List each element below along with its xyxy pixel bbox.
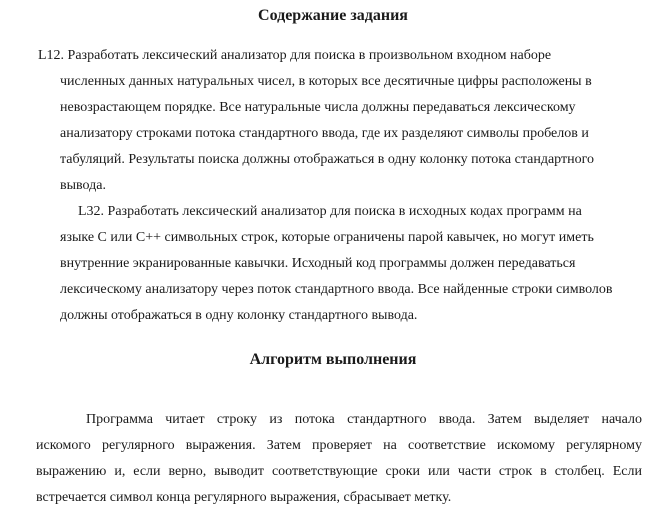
section-heading-task: Содержание задания — [258, 7, 408, 24]
text-line: искомого регулярного выражения. Затем проверяет на соответствие искомому регулярному — [36, 438, 642, 453]
text-line: внутренние экранированные кавычки. Исходный код программы должен передаваться — [60, 256, 576, 271]
text-line: численных данных натуральных чисел, в которых все десятичные цифры расположены в — [60, 74, 592, 89]
text-line: табуляций. Результаты поиска должны отображаться в одну колонку потока стандартного — [60, 152, 594, 167]
text-line: анализатору строками потока стандартного ввода, где их разделяют символы пробелов и — [60, 126, 589, 141]
text-line: L12. Разработать лексический анализатор для поиска в произвольном входном наборе — [38, 48, 552, 63]
section-heading-algorithm: Алгоритм выполнения — [249, 351, 417, 368]
text-line: языке С или С++ символьных строк, которые ограничены парой кавычек, но могут иметь — [60, 230, 594, 245]
text-line: лексическому анализатору через поток стандартного ввода. Все найденные строки символов — [60, 282, 613, 297]
text-line: должны отображаться в одну колонку стандартного вывода. — [60, 308, 418, 323]
text-line: L32. Разработать лексический анализатор для поиска в исходных кодах программ на — [78, 204, 582, 219]
text-line: встречается символ конца регулярного выражения, сбрасывает метку. — [36, 490, 452, 505]
text-line: невозрастающем порядке. Все натуральные числа должны передаваться лексическому — [60, 100, 576, 115]
text-line: вывода. — [60, 178, 106, 193]
text-line: Программа читает строку из потока стандартного ввода. Затем выделяет начало — [86, 412, 642, 427]
text-line: выражению и, если верно, выводит соответствующие сроки или части строк в столбец. Если — [36, 464, 642, 479]
